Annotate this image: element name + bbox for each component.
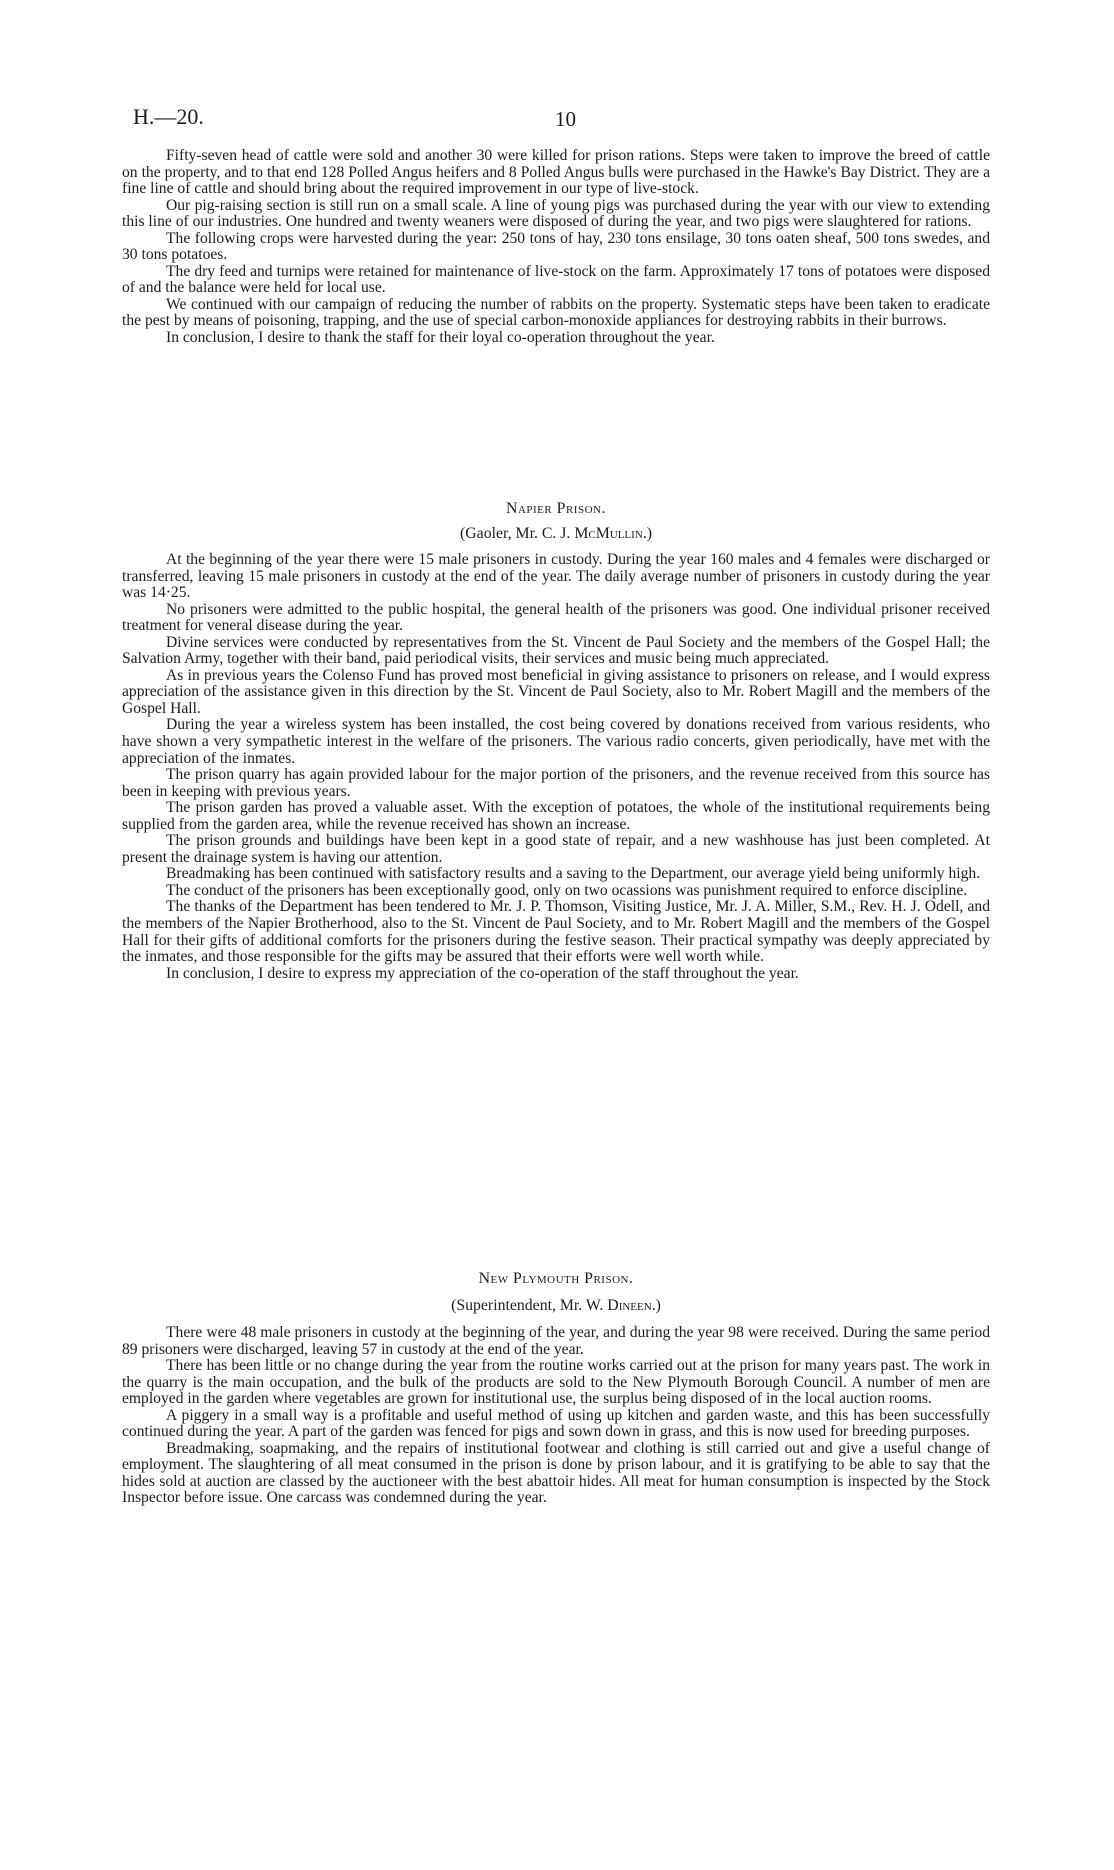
paragraph: The prison grounds and buildings have been kept in a good state of repair, and a new washhouse has just been completed. At present the drainage system is having our attention. — [122, 832, 990, 866]
paragraph: Breadmaking has been continued with satisfactory results and a saving to the Department, our average yield being uniformly high. — [166, 865, 981, 883]
paragraph: The thanks of the Department has been tendered to Mr. J. P. Thomson, Visiting Justice, Mr. J. A. Miller, S.M., Rev. H. J. Odell, and the members of the Napier Brotherhood, also to the St. Vincent de Paul Society, and to Mr. Robert Magill and the members of the Gospel Hall for their gifts of additional comforts for the prisoners during the festive season. Their practical sympathy was deeply appreciated by the inmates, and those responsible for the gifts may be assured that their efforts were well worth while. — [122, 898, 990, 966]
section-title-napier: Napier Prison. — [506, 500, 606, 517]
paragraph: As in previous years the Colenso Fund has proved most beneficial in giving assistance to prisoners on release, and I would express appreciation of the assistance given in this direction by the St. Vincent de Paul Society, also to Mr. Robert Magill and the members of the Gospel Hall. — [122, 666, 990, 717]
napier-section — [122, 552, 990, 982]
section-subtitle-new-plymouth — [122, 1297, 990, 1315]
section-subtitle-napier — [122, 525, 990, 543]
page-number: 10 — [555, 107, 576, 131]
paragraph: A piggery in a small way is a profitable and useful method of using up kitchen and garden waste, and this has been successfully continued during the year. A part of the garden was fenced for pigs and sown down in grass, and this is now used for breeding purposes. — [122, 1406, 990, 1441]
subtitle-suffix: .) — [651, 1297, 661, 1314]
paragraph: There were 48 male prisoners in custody at the beginning of the year, and during the year 98 were received. During the same period 89 prisoners were discharged, leaving 57 in custody at the end of the year. — [122, 1324, 990, 1358]
subtitle-prefix: (Gaoler, Mr. C. J. — [460, 525, 575, 542]
section-title-new-plymouth: New Plymouth Prison. — [478, 1270, 634, 1287]
paragraph: Our pig-raising section is still run on a small scale. A line of young pigs was purchased during the year with our view to extending this line of our industries. One hundred and twenty weaners were disposed of during the year, and two pigs were slaughtered for rations. — [122, 196, 990, 231]
paragraph: During the year a wireless system has been installed, the cost being covered by donations received from various residents, who have shown a very sympathetic interest in the welfare of the prisoners. The various radio concerts, given periodically, have met with the appreciation of the inmates. — [122, 716, 990, 767]
farm-section — [122, 148, 990, 347]
paragraph: There has been little or no change during the year from the routine works carried out at the prison for many years past. The work in the quarry is the main occupation, and the bulk of the products are sold to the New Plymouth Borough Council. A number of men are employed in the garden where vegetables are grown for institutional use, the surplus being disposed of in the local auction rooms. — [122, 1357, 990, 1408]
paragraph: In conclusion, I desire to express my appreciation of the co-operation of the staff throughout the year. — [166, 964, 799, 982]
paragraph: The prison garden has proved a valuable asset. With the exception of potatoes, the whole of the institutional requirements being supplied from the garden area, while the revenue received has shown an increase. — [122, 799, 990, 833]
paragraph: The following crops were harvested during the year: 250 tons of hay, 230 tons ensilage, 30 tons oaten sheaf, 500 tons swedes, and 30 tons potatoes. — [122, 229, 990, 264]
subtitle-prefix: (Superintendent, Mr. W. — [451, 1297, 608, 1314]
paragraph: The dry feed and turnips were retained for maintenance of live-stock on the farm. Approximately 17 tons of potatoes were disposed of and the balance were held for local use. — [122, 262, 990, 297]
paragraph: Breadmaking, soapmaking, and the repairs of institutional footwear and clothing is still carried out and give a useful change of employment. The slaughtering of all meat consumed in the prison is done by prison labour, and it is gratifying to be able to say that the hides sold at auction are classed by the auctioneer with the best abattoir hides. All meat for human consumption is inspected by the Stock Inspector before issue. One carcass was condemned during the year. — [122, 1439, 990, 1507]
paragraph: We continued with our campaign of reducing the number of rabbits on the property. Systematic steps have been taken to eradicate the pest by means of poisoning, trapping, and the use of special carbon-monoxide appliances for destroying rabbits in their burrows. — [122, 295, 990, 330]
subtitle-suffix: .) — [642, 525, 652, 542]
paragraph: No prisoners were admitted to the public hospital, the general health of the prisoners was good. One individual prisoner received treatment for veneral disease during the year. — [122, 600, 990, 635]
new-plymouth-section — [122, 1325, 990, 1507]
paragraph: Divine services were conducted by representatives from the St. Vincent de Paul Society and the members of the Gospel Hall; the Salvation Army, together with their band, paid periodical visits, their services and music being much appreciated. — [122, 633, 990, 668]
paragraph: At the beginning of the year there were 15 male prisoners in custody. During the year 160 males and 4 females were discharged or transferred, leaving 15 male prisoners in custody at the end of the year. The daily average number of prisoners in custody during the year was 14·25. — [122, 551, 990, 602]
paragraph: Fifty-seven head of cattle were sold and another 30 were killed for prison rations. Steps were taken to improve the breed of cattle on the property, and to that end 128 Polled Angus heifers and 8 Polled Angus bulls were purchased in the Hawke's Bay District. They are a fine line of cattle and should bring about the required improvement in our type of live-stock. — [122, 147, 990, 198]
paragraph: In conclusion, I desire to thank the staff for their loyal co-operation throughout the year. — [166, 329, 715, 347]
document-reference: H.—20. — [133, 104, 204, 129]
subtitle-name: Dineen — [607, 1297, 652, 1314]
paragraph: The conduct of the prisoners has been exceptionally good, only on two ocassions was punishment required to enforce discipline. — [166, 881, 968, 899]
subtitle-name: McMullin — [574, 525, 643, 542]
paragraph: The prison quarry has again provided labour for the major portion of the prisoners, and the revenue received from this source has been in keeping with previous years. — [122, 766, 990, 800]
